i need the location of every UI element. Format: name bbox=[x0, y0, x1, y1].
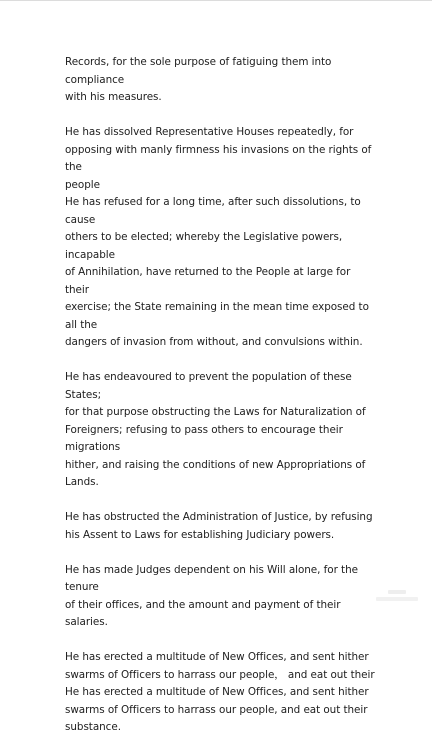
paragraph-justice: He has obstructed the Administration of Justice, by refusing his Assent to Laws for establishing Judiciary powers. bbox=[65, 511, 373, 541]
paragraph-dissolved-houses: He has dissolved Representative Houses repeatedly, for opposing with manly firmness his invasions on the rights of the people He has refused for a long time, after such dissolutions, to cause others to be elected; whereby the Legislative powers, incapable of Annihilation, have returned to the People at large for their exercise; the State remaining in the mean time exposed to all the dangers of invasion from without, and convulsions within. bbox=[65, 126, 372, 348]
paragraph-judges: He has made Judges dependent on his Will alone, for the tenure of their offices, and the amount and payment of their salaries. bbox=[65, 563, 358, 628]
watermark-logo bbox=[374, 589, 420, 603]
paragraph-population: He has endeavoured to prevent the population of these States; for that purpose obstructing the Laws for Naturalization of Foreigners; refusing to pass others to encourage their migrations hither, and raising the conditions of new Appropriations of Lands. bbox=[65, 371, 366, 488]
paragraph-new-offices: He has erected a multitude of New Offices, and sent hither swarms of Officers to harrass our people， and eat out their He has erected a multitude of New Offices, and sent hither swarms of Officers to harrass our people, and eat out their substance. bbox=[65, 651, 375, 733]
page-top-border bbox=[0, 0, 432, 1]
paragraph-records: Records, for the sole purpose of fatiguing them into compliance with his measures. bbox=[65, 56, 332, 103]
document-page bbox=[65, 54, 375, 754]
